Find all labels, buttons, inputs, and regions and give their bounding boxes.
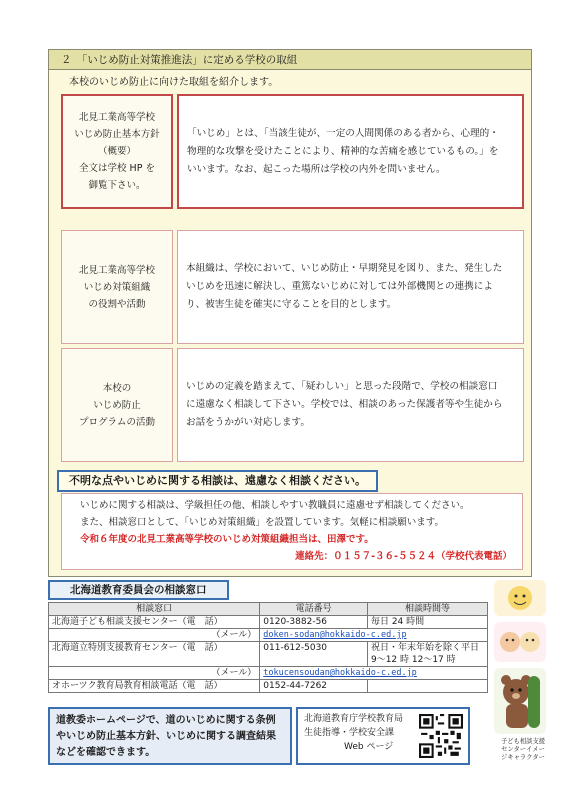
board-consult-title: 北海道教育委員会の相談窓口 [48,580,229,600]
organization-text-line: り、被害生徒を確実に守ることを目的とします。 [186,299,397,310]
caption-line: ジキャラクター [501,754,545,761]
contact-email-cell [260,667,488,680]
contact-name: （メール） [49,667,260,680]
policy-label-line: 北見工業高等学校 [78,112,155,123]
section-header: ２ 「いじめ防止対策推進法」に定める学校の取組 [49,50,531,70]
contact-email-link[interactable]: tokucensoudan@hokkaido-c.ed.jp [263,668,417,678]
homepage-note-line: などを確認できます。 [56,747,156,758]
table-row [49,629,488,642]
program-text-line: いじめの定義を踏まえて、「疑わしい」と思った段階で、学校の相談窓口 [186,381,498,392]
caption-line: 子ども相談支援 [500,738,546,745]
policy-text-line: 「いじめ」とは、「当該生徒が、一定の人間関係のある者から、心理的・ [187,127,499,139]
contact-phone[interactable]: 011-612-5030 [260,642,368,667]
program-label-line: 本校の [102,382,132,394]
mascot-characters-illustration [492,578,548,738]
organization-label-line: の役割や活動 [88,298,146,310]
contact-name: 北海道立特別支援教育センター（電 話） [49,642,260,667]
table-row [49,642,488,667]
policy-text-box [177,94,524,209]
office-name-line: 生徒指導・学校安全課 [304,728,395,738]
contact-name: オホーツク教育局教育相談電話（電 話） [49,680,260,693]
organization-text-line: いじめを迅速に解決し、重篤ないじめに対しては外部機関との連携によ [186,281,493,292]
program-label-box [61,348,173,462]
organization-text-box [177,230,524,344]
contact-email-link[interactable]: doken-sodan@hokkaido-c.ed.jp [263,630,407,640]
school-efforts-section [48,49,532,577]
consult-staff-line: 令和６年度の北見工業高等学校のいじめ対策組織担当は、田澤です。 [80,534,374,545]
table-header-row [49,603,488,616]
policy-label-line: いじめ防止基本方針 [74,129,160,140]
policy-text-line: いいます。なお、起こった場所は学校の内外を問いません。 [187,163,446,175]
policy-text-line: 物理的な攻撃を受けたことにより、精神的な苦痛を感じているもの。」を [187,145,499,157]
contact-name: 北海道子ども相談支援センター（電 話） [49,616,260,629]
contact-name: （メール） [49,629,260,642]
table-row [49,616,488,629]
consult-title: 不明な点やいじめに関する相談は、遠慮なく相談ください。 [57,470,378,492]
contact-hours-line: 祝日・年末年始を除く平日 [370,643,479,653]
consult-line: また、相談窓口として、「いじめ対策組織」を設置しています。気軽に相談願います。 [80,517,445,528]
program-text-line: に遠慮なく相談して下さい。学校では、相談のあった保護者等や生徒から [186,399,503,410]
program-text-line: お話をうかがい対応します。 [186,417,310,428]
board-homepage-note [48,707,292,765]
qr-code-icon[interactable] [419,714,463,758]
caption-line: センターイメー [501,746,545,753]
policy-label-box [61,94,173,209]
office-name-line: 北海道教育庁学校教育局 [304,714,404,724]
consult-contacts-table [48,602,488,693]
characters-caption [488,738,558,762]
section-intro: 本校のいじめ防止に向けた取組を紹介します。 [69,77,279,88]
consult-line: いじめに関する相談は、学級担任の他、相談しやすい教職員に遠慮せず相談してください。 [80,500,470,511]
policy-label-line: 全文は学校 HP を [79,163,155,174]
consult-box [61,493,523,570]
contact-hours [367,642,487,667]
header-window: 相談窓口 [49,603,260,616]
organization-label-line: いじめ対策組織 [83,281,151,293]
contact-hours-line: 9～12 時 12～17 時 [370,655,456,665]
homepage-note-line: やいじめ防止基本方針、いじめに関する調査結果 [56,731,276,742]
policy-label-line: 御覧下さい。 [88,180,146,191]
program-text-box [177,348,524,462]
contact-email-cell [260,629,488,642]
table-row [49,680,488,693]
program-label-line: プログラムの活動 [79,416,155,428]
header-phone: 電話番号 [260,603,368,616]
contact-hours: 毎日 24 時間 [367,616,487,629]
school-phone-contact[interactable]: 連絡先：０１５７-３６-５５２４（学校代表電話） [295,551,512,562]
contact-phone[interactable]: 0152-44-7262 [260,680,368,693]
homepage-note-line: 道教委ホームページで、道のいじめに関する条例 [56,715,276,726]
contact-hours [367,680,487,693]
program-label-line: いじめ防止 [93,399,141,411]
organization-label-box [61,230,173,344]
policy-label-line: （概要） [97,146,136,157]
header-hours: 相談時間等 [367,603,487,616]
office-webpage-box[interactable] [296,707,470,765]
organization-text-line: 本組織は、学校において、いじめ防止・早期発見を図り、また、発生した [186,263,503,274]
contact-phone[interactable]: 0120-3882-56 [260,616,368,629]
table-row [49,667,488,680]
webpage-label: Web ページ [344,742,394,752]
organization-label-line: 北見工業高等学校 [78,264,155,276]
